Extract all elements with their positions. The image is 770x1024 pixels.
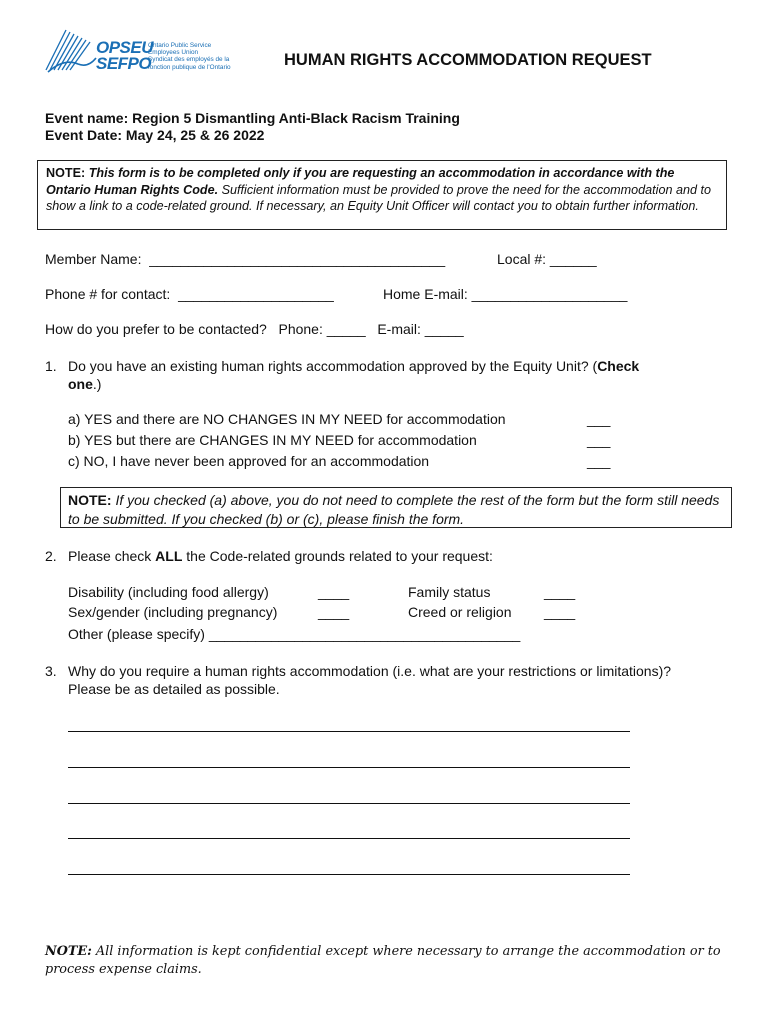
phone-field[interactable]: Phone # for contact: ____________________ (45, 286, 334, 302)
member-name-field[interactable]: Member Name: ______________________________________ (45, 251, 446, 267)
note-box-instructions (60, 487, 732, 528)
note-label: NOTE: (46, 166, 86, 180)
question-1-number: 1. (45, 358, 57, 374)
question-3-line2: Please be as detailed as possible. (68, 681, 280, 697)
note-box-requirements (37, 160, 727, 230)
question-3-number: 3. (45, 663, 57, 679)
event-name: Event name: Region 5 Dismantling Anti-Black Racism Training (45, 110, 460, 126)
local-number-field[interactable]: Local #: ______ (497, 251, 597, 267)
page-title: HUMAN RIGHTS ACCOMMODATION REQUEST (284, 51, 652, 69)
answer-line[interactable] (68, 838, 630, 839)
option-c-label: c) NO, I have never been approved for an accommodation (68, 453, 430, 469)
option-b-label: b) YES but there are CHANGES IN MY NEED for accommodation (68, 432, 477, 448)
ground-family-label: Family status (408, 584, 491, 600)
ground-creed-label: Creed or religion (408, 604, 512, 620)
note-body: If you checked (a) above, you do not need to complete the rest of the form but the form still needs to be submitted. If you checked (b) or (c), please finish the form. (68, 492, 720, 527)
event-date: Event Date: May 24, 25 & 26 2022 (45, 127, 265, 143)
logo-brand: OPSEU SEFPO (96, 38, 154, 73)
ground-disability-checkbox[interactable]: ____ (318, 584, 350, 600)
answer-line[interactable] (68, 874, 630, 875)
note-label: NOTE: (68, 492, 112, 508)
ground-sex-checkbox[interactable]: ____ (318, 604, 350, 620)
note-body: Sufficient information must be provided to prove the need for the accommodation and to show a link to a code-related ground. If necessary, an Equity Unit Officer will contact you to obtain further information. (46, 182, 711, 213)
ground-creed-checkbox[interactable]: ____ (544, 604, 576, 620)
answer-line[interactable] (68, 731, 630, 732)
confidentiality-note: NOTE: All information is kept confidential except where necessary to arrange the accommodation or to process expense claims. (45, 944, 721, 977)
ground-disability-label: Disability (including food allergy) (68, 584, 269, 600)
logo-stripes-icon (44, 28, 104, 76)
question-3-line1: Why do you require a human rights accommodation (i.e. what are your restrictions or limitations)? (68, 663, 672, 679)
ground-other-field[interactable]: Other (please specify) ________________________________________ (68, 626, 521, 642)
answer-line[interactable] (68, 803, 630, 804)
contact-preference-field[interactable]: How do you prefer to be contacted? Phone: _____ E-mail: _____ (45, 321, 464, 337)
note-emphasis: This form is to be completed only if you are requesting an accommodation in accordance with the Ontario Human Rights Code. (46, 166, 675, 197)
option-a-label: a) YES and there are NO CHANGES IN MY NEED for accommodation (68, 411, 506, 427)
question-1-text: Do you have an existing human rights accommodation approved by the Equity Unit? (Check one.) (68, 358, 640, 392)
ground-sex-label: Sex/gender (including pregnancy) (68, 604, 278, 620)
question-2-number: 2. (45, 548, 57, 564)
option-b-checkbox[interactable]: ___ (587, 432, 611, 448)
ground-family-checkbox[interactable]: ____ (544, 584, 576, 600)
answer-line[interactable] (68, 767, 630, 768)
question-2-text: Please check ALL the Code-related grounds related to your request: (68, 548, 493, 564)
logo-tagline: Ontario Public Service Employees Union Syndicat des employés de la fonction publique de l'Ontario (148, 42, 231, 71)
option-a-checkbox[interactable]: ___ (587, 411, 611, 427)
option-c-checkbox[interactable]: ___ (587, 453, 611, 469)
home-email-field[interactable]: Home E-mail: ____________________ (383, 286, 628, 302)
